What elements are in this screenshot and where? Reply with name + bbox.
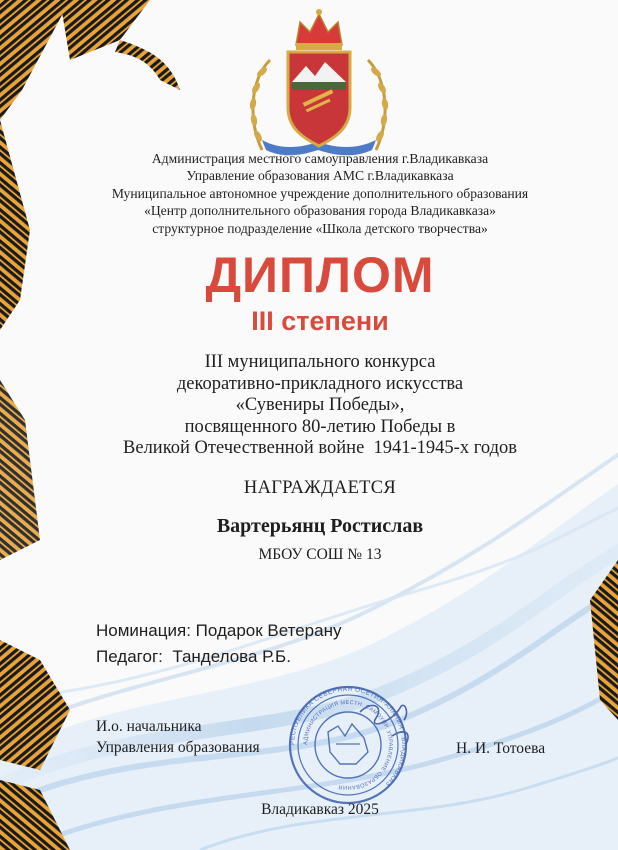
seal-inner-text: АДМИНИСТРАЦИЯ МЕСТН. САМОУПР. УПРАВЛЕНИЕ ОБРАЗОВАНИЯ [302, 699, 394, 791]
nomination-line: Номинация: Подарок Ветерану [96, 621, 342, 640]
awarded-label: НАГРАЖДАЕТСЯ [243, 478, 397, 498]
diploma-degree: III степени [251, 306, 389, 336]
teacher-line: Педагог: Танделова Р.Б. [96, 647, 291, 666]
issuer-line: «Центр дополнительного образования города Владикавказа» [144, 203, 496, 219]
recipient-school: МБОУ СОШ № 13 [258, 546, 382, 563]
issuer-line: Муниципальное автономное учреждение дополнительного образования [111, 185, 529, 201]
contest-line: посвященного 80-летию Победы в [184, 416, 456, 437]
signatory-title-line: Управления образования [96, 739, 260, 756]
contest-description [60, 352, 580, 460]
issuer-line: Администрация местного самоуправления г.Владикавказа [151, 151, 489, 166]
city-year: Владикавказ 2025 [261, 801, 379, 818]
contest-line: декоративно-прикладного искусства [176, 373, 464, 394]
recipient-name: Вартерьянц Ростислав [216, 515, 424, 537]
contest-line: Великой Отечественной войне 1941-1945-х годов [123, 438, 517, 459]
contest-line: III муниципального конкурса [204, 352, 436, 372]
diploma-title: ДИПЛОМ [205, 247, 435, 303]
svg-text:АДМИНИСТРАЦИЯ МЕСТН. САМОУПР. [303, 700, 393, 790]
seal-outer-text: РЕСПУБЛИКА СЕВЕРНАЯ ОСЕТИЯ-АЛАНИЯ Г.ВЛАДИКАВКАЗ [288, 685, 408, 788]
issuer-block [60, 150, 580, 237]
signatory-title [96, 716, 260, 758]
signatory-name: Н. И. Тотоева [456, 740, 546, 757]
contest-line: «Сувениры Победы», [235, 395, 405, 416]
signatory-title-line: И.о. начальника [96, 718, 202, 735]
issuer-line: Управление образования АМС г.Владикавказа [186, 168, 454, 184]
issuer-line: структурное подразделение «Школа детского творчества» [152, 220, 488, 236]
